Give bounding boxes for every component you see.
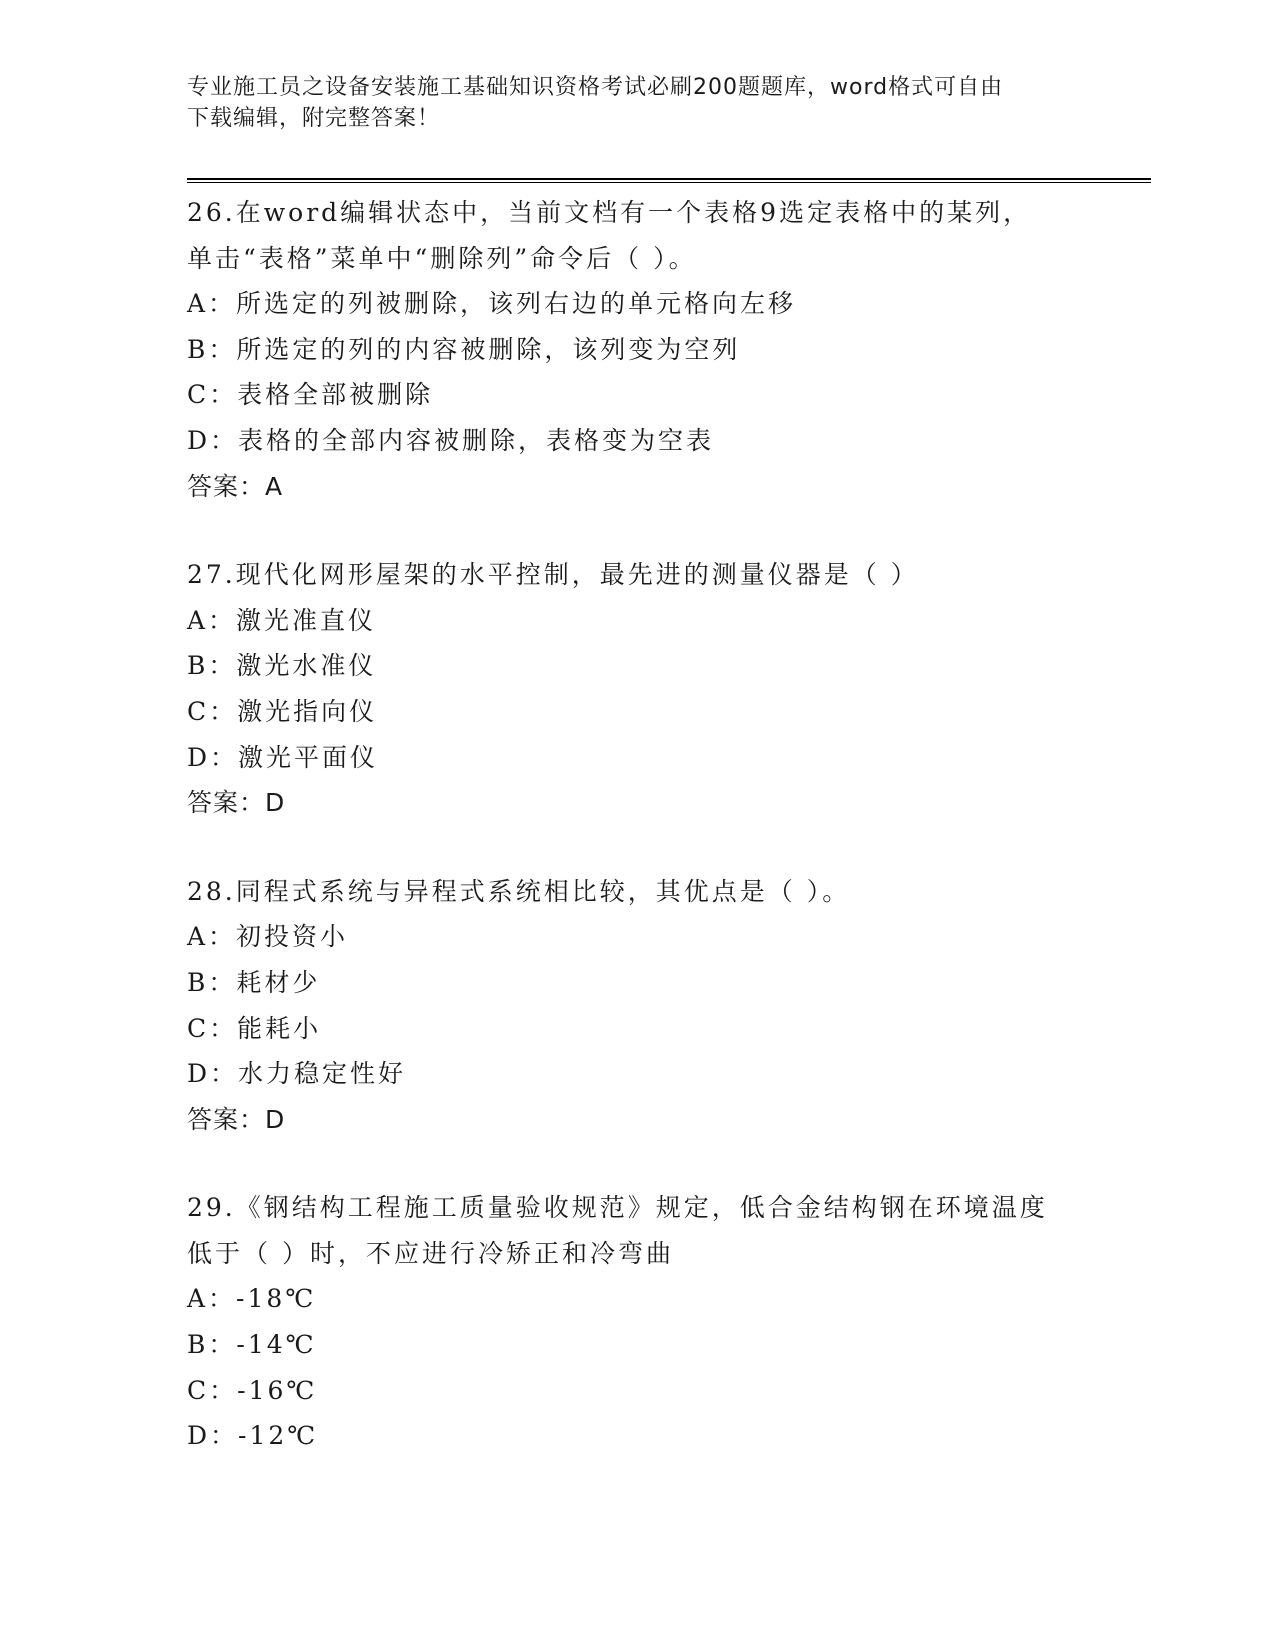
option-a: A：所选定的列被删除，该列右边的单元格向左移 (187, 289, 797, 319)
question-stem: 28.同程式系统与异程式系统相比较，其优点是（ ）。 (187, 876, 851, 906)
question-stem: 单击“表格”菜单中“删除列”命令后（ ）。 (187, 243, 697, 273)
question-stem: 27.现代化网形屋架的水平控制，最先进的测量仪器是（ ） (187, 560, 919, 590)
document-header (187, 72, 1067, 134)
question-stem: 29.《钢结构工程施工质量验收规范》规定，低合金结构钢在环境温度 (187, 1193, 1048, 1223)
question-stem: 低于（ ）时，不应进行冷矫正和冷弯曲 (187, 1238, 674, 1268)
option-a: A：初投资小 (187, 922, 349, 952)
option-c: C：能耗小 (187, 1013, 322, 1043)
option-b: B：激光水准仪 (187, 651, 377, 681)
option-b: B：所选定的列的内容被删除，该列变为空列 (187, 334, 741, 364)
header-divider (187, 178, 1151, 183)
answer-label: 答案：D (187, 1104, 286, 1134)
option-d: D：激光平面仪 (187, 742, 379, 772)
answer-label: 答案：D (187, 788, 286, 818)
question-29 (187, 1185, 1087, 1459)
question-28 (187, 869, 1087, 1143)
option-d: D：-12℃ (187, 1421, 319, 1451)
header-line: 下载编辑，附完整答案！ (187, 106, 441, 131)
option-b: B：-14℃ (187, 1330, 317, 1360)
option-c: C：-16℃ (187, 1375, 318, 1405)
option-a: A：-18℃ (187, 1284, 317, 1314)
question-stem: 26.在word编辑状态中，当前文档有一个表格9选定表格中的某列， (187, 198, 1032, 227)
question-27 (187, 552, 1087, 826)
option-c: C：激光指向仪 (187, 696, 378, 726)
header-line: 专业施工员之设备安装施工基础知识资格考试必刷200题题库，word格式可自由 (187, 75, 1004, 100)
option-c: C：表格全部被删除 (187, 380, 434, 410)
question-list (187, 190, 1087, 1459)
option-d: D：表格的全部内容被删除，表格变为空表 (187, 425, 715, 455)
question-26 (187, 190, 1087, 509)
answer-label: 答案：A (187, 471, 284, 501)
option-a: A：激光准直仪 (187, 605, 377, 635)
option-d: D：水力稳定性好 (187, 1059, 407, 1089)
option-b: B：耗材少 (187, 967, 321, 997)
